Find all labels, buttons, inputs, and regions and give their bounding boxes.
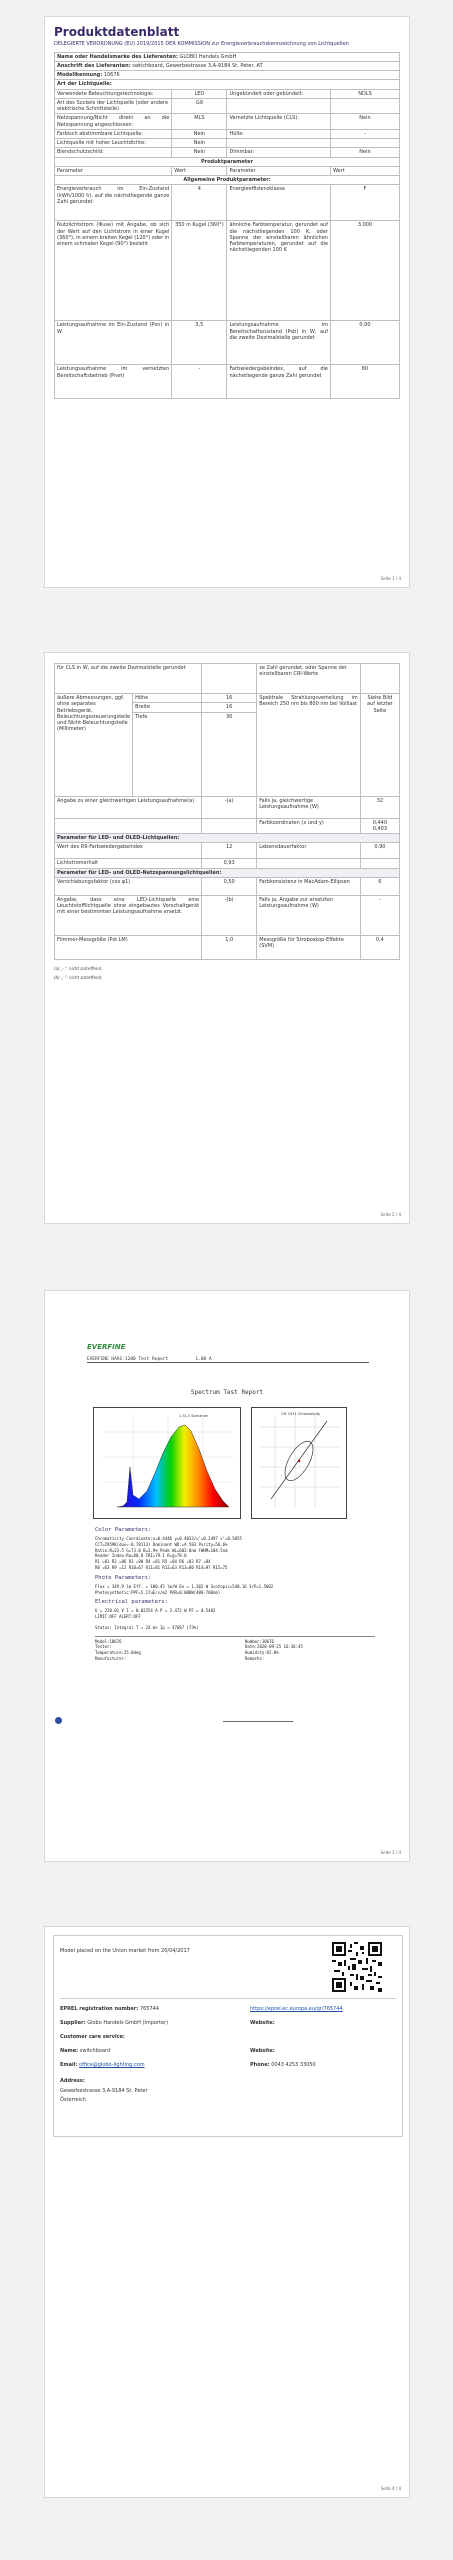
color-line: R1 =81 R2 =86 R3 =90 R4 =81 R5 =84 R6 =82 R7 =84 — [95, 1559, 211, 1565]
cell: Energieeffizienzklasse — [227, 185, 331, 221]
eprel-link[interactable]: https://eprel.ec.europa.eu/qr/765744 — [250, 2006, 343, 2012]
info-line: Tester: — [95, 1644, 112, 1650]
info-line: Manufacturer: — [95, 1656, 127, 1662]
cell: Art des Sockels der Lichtquelle (oder andere elektrische Schnittstelle) — [55, 98, 172, 114]
cell: Farbisch abstimmbare Lichtquelle: — [55, 129, 172, 138]
page-2 — [44, 652, 410, 1224]
cell: 0,90 — [360, 843, 399, 859]
cell: für CLS in W, auf die zweite Dezimalstelle gerundet — [55, 664, 202, 694]
cell — [257, 859, 361, 868]
general-params-heading: Allgemeine Produktparameter: — [55, 176, 400, 185]
color-params-heading: Color Parameters: — [95, 1527, 152, 1533]
spectral-label: Spektrale Strahlungsverteilung im Bereich 250 nm bis 800 nm bei Volllast — [257, 694, 361, 797]
page-1 — [44, 16, 410, 588]
cell: MLS — [172, 114, 227, 130]
cell: Angabe, dass eine LED-Lichtquelle eine Leuchtstofflichtquelle ohne eingebautes Vorschaltgerät mit einer bestimmten Leistungsaufnahme ersetzt. — [55, 895, 202, 935]
customer-care-label: Customer care service: — [60, 2034, 125, 2040]
info-line: Number:10676 — [245, 1638, 274, 1644]
page-number: Seite 2 / 4 — [380, 1212, 401, 1217]
cie-chart — [251, 1407, 347, 1519]
cell: 80 — [330, 365, 399, 399]
cell: Farbwiedergabeindex, auf die nächstliegende ganze Zahl gerundet — [227, 365, 331, 399]
params-table-continued — [54, 663, 400, 960]
cell: Wert des R9-Farbwiedergabeindex — [55, 843, 202, 859]
spectrum-caption: 1.31.3 Spectrum — [179, 1414, 209, 1418]
cell: Hülle: — [227, 129, 331, 138]
cell: Nein — [330, 114, 399, 130]
cell: Lebensdauerfaktor — [257, 843, 361, 859]
page-3 — [44, 1290, 410, 1862]
info-line: Temperature:25.0deg — [95, 1650, 141, 1656]
cell — [360, 859, 399, 868]
name-value: switchboard — [79, 2048, 111, 2054]
chroma-label: Farbkoordinaten (x und y) — [257, 818, 361, 834]
cell: ähnliche Farbtemperatur, gerundet auf die nächstliegenden 100 K, oder Spanne der einstellbaren ähnlichen Farbtemperaturen, gerundet auf die nächstliegenden 100 K — [227, 221, 331, 321]
cell: 12 — [202, 843, 257, 859]
address-label: Address: — [60, 2078, 85, 2084]
supplier-table — [54, 52, 400, 400]
value-header: Wert — [172, 166, 227, 175]
electrical-line: LIMIT:OFF ALERT:OFF — [95, 1614, 141, 1620]
cell: 0,00 — [330, 321, 399, 365]
qr-code-icon — [332, 1942, 382, 1992]
dim-value: 16 — [202, 703, 257, 712]
cell: Falls ja, Angabe zur ersetzten Leistungsaufnahme (W) — [257, 895, 361, 935]
page-number: Seite 1 / 4 — [380, 576, 401, 581]
supplier-value: GLOBO Handels GmbH — [179, 53, 237, 60]
cell: 3.000 — [330, 221, 399, 321]
cell: Ungebündelt oder gebündelt: — [227, 89, 331, 98]
market-date: Model placed on the Union market from 20/04/2017 — [60, 1948, 190, 1954]
color-line: R8 =63 R9 =12 R10=67 R11=81 R12=63 R13=80 R14=97 R15=75 — [95, 1564, 228, 1570]
cell: - — [330, 129, 399, 138]
report-header: EVERFINE HAAS-1200 Test Report 1.00 A — [87, 1357, 369, 1363]
email-label: Email: — [60, 2062, 78, 2068]
cell: - — [360, 895, 399, 935]
address-label: Anschrift des Lieferanten: — [57, 62, 131, 69]
page-title: Produktdatenblatt — [54, 25, 180, 39]
product-params-heading: Produktparameter — [55, 157, 400, 166]
cell: 350 in Kugel (360°) — [172, 221, 227, 321]
cell: NDLS — [330, 89, 399, 98]
spectrum-chart — [93, 1407, 241, 1519]
page-number: Seite 4 / 4 — [380, 2486, 401, 2491]
email-link[interactable]: office@globo-lighting.com — [79, 2062, 145, 2068]
address-line-2: Österreich — [60, 2097, 86, 2103]
photo-line: Flux = 349.9 lm Eff. = 100.45 lm/W Ee = 1.302 W Scotopic=540.16 S/P=1.5002 — [95, 1583, 274, 1589]
color-line: Render Index:Ra=80.8 CRI=79.1 R=g=79.0 — [95, 1553, 187, 1559]
dim-value: 30 — [202, 712, 257, 796]
address-value: swtichboard, Gewerbestrasse 3,A-9184 St. Peter, AT — [132, 62, 263, 69]
chroma-value: 0,440 0,403 — [360, 818, 399, 834]
cell: 4 — [172, 185, 227, 221]
cell: Netzspannung/Nicht direkt an die Netzspannung angeschlossen: — [55, 114, 172, 130]
signature-line — [223, 1721, 293, 1722]
page-4 — [44, 1926, 410, 2498]
footnote-a: (a) „-“: nicht zutreffend, — [54, 965, 103, 971]
report-title: Spectrum Test Report — [190, 1389, 264, 1396]
info-line: Remarks: — [245, 1656, 265, 1662]
model-label: Modellkennung: — [57, 72, 103, 78]
dim-label: Tiefe — [133, 712, 202, 796]
cell — [227, 98, 331, 114]
info-line: Model:10676 — [95, 1638, 122, 1644]
cell: Verwendete Beleuchtungstechnologie: — [55, 89, 172, 98]
model-value: 10676 — [103, 72, 120, 78]
cell: 3,5 — [172, 321, 227, 365]
regulation-subtitle: DELEGIERTE VERORDNUNG (EU) 2019/2015 DER KOMMISSION zur Energieverbrauchskennzeichnung von Lichtquellen — [54, 41, 349, 47]
cell: Flimmer-Messgröße (Pst LM) — [55, 935, 202, 959]
dim-value: 16 — [202, 694, 257, 703]
supplier-label: Supplier: — [60, 2020, 86, 2026]
cell: Blendschutzschild: — [55, 148, 172, 157]
chromaticity-point — [298, 1460, 300, 1462]
led-params-heading: Parameter für LED- und OLED-Lichtquellen: — [55, 834, 400, 843]
color-line: Ratio:R=23.5 G=73.8 B=2.9% Peak WL=602.0nm FWHM=104.5nm — [95, 1547, 228, 1553]
cie-caption: CIE 1931 Chromaticity — [281, 1412, 321, 1416]
cell — [360, 664, 399, 694]
eprel-label: EPREL registration number: — [60, 2006, 139, 2012]
photo-line: Photosynthetic:PPF=5.17uE/s/m2 PAR=0.000W(400-700nm) — [95, 1589, 221, 1595]
cell: Messgröße für Stroboskop-Effekte (SVM) — [257, 935, 361, 959]
electrical-params-heading: Electrical parameters: — [95, 1599, 168, 1606]
cell: -(b) — [202, 895, 257, 935]
cell — [330, 98, 399, 114]
photo-params-heading: Photo Parameters: — [95, 1574, 152, 1581]
cell — [227, 139, 331, 148]
mains-params-heading: Parameter für LED- und OLED-Netzspannungslichtquellen: — [55, 868, 400, 877]
cell: -(a) — [202, 796, 257, 818]
cell: 32 — [360, 796, 399, 818]
cell: - — [172, 365, 227, 399]
stamp-icon — [55, 1717, 62, 1724]
supplier-value: Globo Handels GmbH (Importer) — [87, 2020, 169, 2026]
supplier-label: Name oder Handelsmarke des Lieferanten: — [57, 53, 178, 60]
cell: Lichtstromerhalt — [55, 859, 202, 868]
param-header: Parameter — [55, 166, 172, 175]
cell: Farbkonsistenz in MacAdam-Ellipsen — [257, 877, 361, 895]
outer-dimensions-label: äußere Abmessungen, ggf. ohne separates Betriebsgerät, Beleuchtungssteuerungsteile und Nicht-Beleuchtungsteile (Millimeter) — [55, 694, 133, 797]
type-label: Art der Lichtquelle: — [55, 80, 400, 89]
footnote-b: (b) „-“: nicht zutreffend, — [54, 974, 103, 980]
cell: Nein — [172, 129, 227, 138]
cell: Dimmbar: — [227, 148, 331, 157]
cell: Nein — [172, 148, 227, 157]
electrical-line: U = 220.01 V I = 0.02254 A P = 3.472 W PF = 0.5402 — [95, 1608, 216, 1614]
phone-label: Phone: — [250, 2062, 270, 2068]
cell: Vernetzte Lichtquelle (CLS): — [227, 114, 331, 130]
cell: F — [330, 185, 399, 221]
cell: LED — [172, 89, 227, 98]
spectral-value: Siehe Bild auf letzter Seite — [360, 694, 399, 797]
param-header: Parameter — [227, 166, 331, 175]
eprel-info-box — [53, 1935, 403, 2137]
cell: Nutzlichtstrom (Φuse) mit Angabe, ob sich der Wert auf den Lichtstrom in einer Kugel (360°), in einem breiten Kegel (120°) oder in einem schmalen Kegel (90°) bezieht — [55, 221, 172, 321]
cell: Falls ja, gleichwertige Leistungsaufnahme (W) — [257, 796, 361, 818]
color-line: CCT=2959K(duv=-0.70113) Dominant WD:=A 583 Purity=56.6% — [95, 1541, 228, 1547]
cell: 0,4 — [360, 935, 399, 959]
cell: 0,93 — [202, 859, 257, 868]
cell: G9 — [172, 98, 227, 114]
cell: Lichtquelle mit hoher Leuchtdichte: — [55, 139, 172, 148]
page-number: Seite 3 / 4 — [380, 1850, 401, 1855]
cell: Nein — [330, 148, 399, 157]
value-header: Wert — [330, 166, 399, 175]
phone-value: 0043 4253 33050 — [271, 2062, 316, 2068]
cell: 1,0 — [202, 935, 257, 959]
website-label-2: Website: — [250, 2048, 275, 2054]
cell: Energieverbrauch im Ein-Zustand (kWh/1000 h), auf die nächstliegende ganze Zahl gerundet — [55, 185, 172, 221]
cell: ze Zahl gerundet, oder Spanne der einstellbaren CRI-Werte — [257, 664, 361, 694]
color-line: Chromaticity Coordinate:x=0.4446 y=0.4033/u'=0.2497 v'=0.5055 — [95, 1535, 242, 1541]
status-line: Status: Integral T = 24 ms Ip = 47687 (73%) — [95, 1624, 199, 1630]
everfine-logo: EVERFINE — [87, 1343, 126, 1351]
cell — [330, 139, 399, 148]
cell: Verschiebungsfaktor (cos φ1) — [55, 877, 202, 895]
cell: 0,50 — [202, 877, 257, 895]
name-label: Name: — [60, 2048, 79, 2054]
cell: Leistungsaufnahme im Ein-Zustand (Pon) in W — [55, 321, 172, 365]
info-line: Humidity:65.0% — [245, 1650, 279, 1656]
eprel-number: 765744 — [139, 2006, 159, 2012]
website-label: Website: — [250, 2020, 275, 2026]
cell: Leistungsaufnahme im vernetzten Bereitschaftsbetrieb (Pnet) — [55, 365, 172, 399]
cell: Angabe zu einer gleichwertigen Leistungsaufnahme(a) — [55, 796, 202, 818]
dim-label: Breite — [133, 703, 202, 712]
cell: Leistungsaufnahme im Bereitschaftszustand (Psb) in W, auf die zweite Dezimalstelle gerundet — [227, 321, 331, 365]
info-line: Date:2020-09-25 16:36:45 — [245, 1644, 303, 1650]
cell — [202, 664, 257, 694]
cell: Nein — [172, 139, 227, 148]
address-line-1: Gewerbestrasse 3,A-9184 St. Peter — [60, 2088, 148, 2094]
cell: 6 — [360, 877, 399, 895]
dim-label: Höhe — [133, 694, 202, 703]
